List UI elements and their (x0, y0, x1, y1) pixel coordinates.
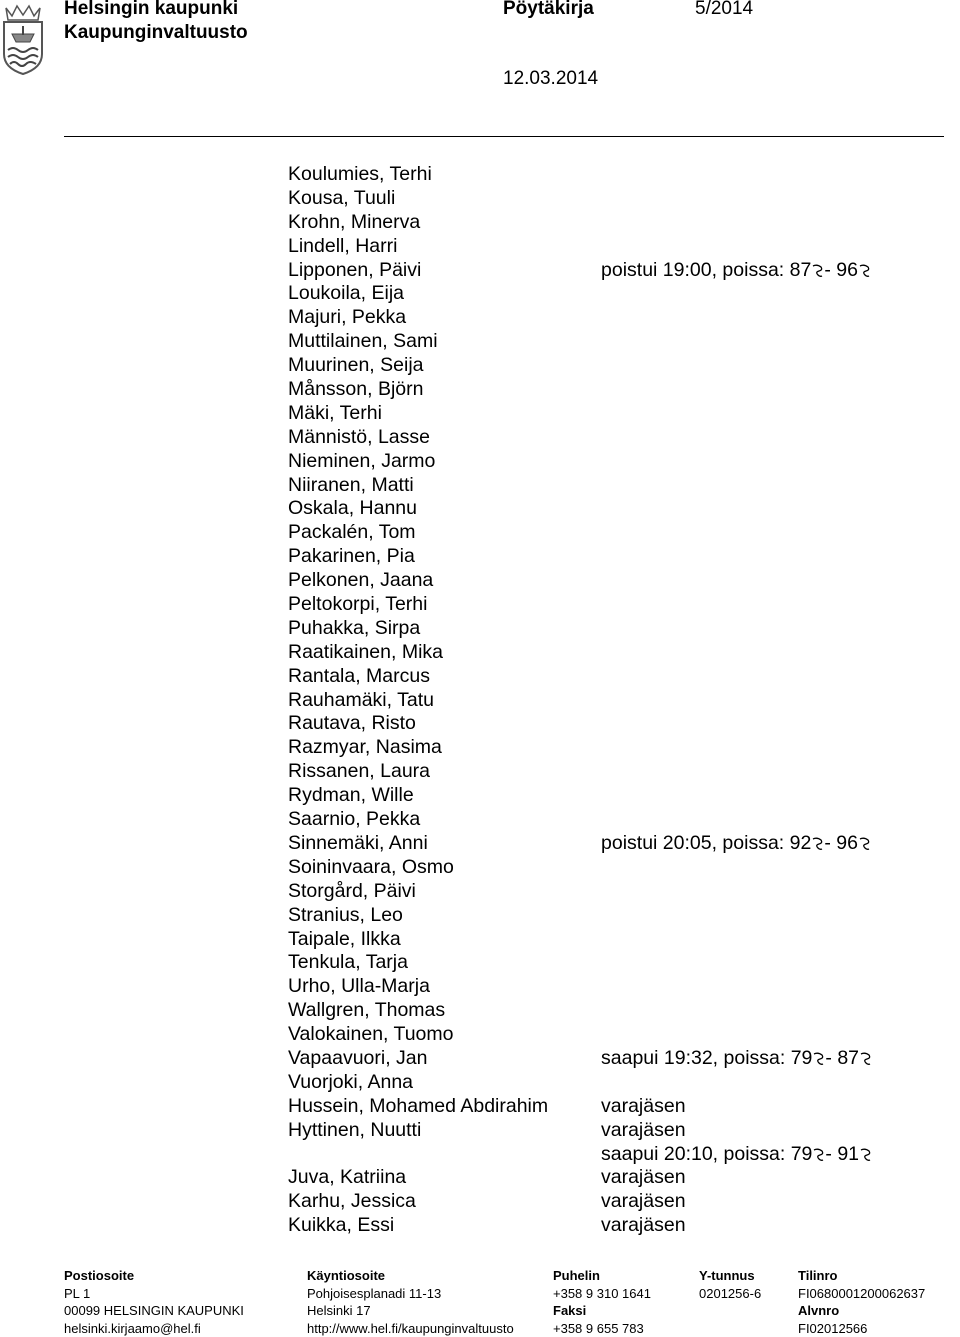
attendee-name: Storgård, Päivi (288, 880, 416, 904)
attendee-name: Rissanen, Laura (288, 760, 430, 784)
footer-heading: Postiosoite (64, 1267, 244, 1285)
attendee-name: Lipponen, Päivi (288, 259, 421, 283)
attendee-row (288, 1143, 908, 1167)
attendee-row (288, 593, 908, 617)
attendee-name: Mäki, Terhi (288, 402, 382, 426)
attendance-note: varajäsen (601, 1166, 686, 1190)
attendee-name: Puhakka, Sirpa (288, 617, 420, 641)
attendee-row (288, 569, 908, 593)
attendee-row (288, 808, 908, 832)
attendee-row (288, 928, 908, 952)
attendee-row (288, 951, 908, 975)
attendee-name: Taipale, Ilkka (288, 928, 401, 952)
field-code-mark-icon (859, 837, 870, 851)
footer-line: FI0680001200062637 (798, 1285, 925, 1303)
footer-line: Helsinki 17 (307, 1302, 514, 1320)
attendee-name: Hussein, Mohamed Abdirahim (288, 1095, 548, 1119)
attendee-row (288, 235, 908, 259)
footer-email: helsinki.kirjaamo@hel.fi (64, 1320, 244, 1337)
meeting-date: 12.03.2014 (503, 68, 598, 90)
attendance-note: varajäsen (601, 1119, 686, 1143)
attendee-row (288, 474, 908, 498)
attendee-name: Vuorjoki, Anna (288, 1071, 413, 1095)
attendee-name: Loukoila, Eija (288, 282, 404, 306)
attendee-name: Stranius, Leo (288, 904, 403, 928)
attendee-name: Kuikka, Essi (288, 1214, 394, 1238)
footer-heading: Y-tunnus (699, 1267, 761, 1285)
footer-phone (553, 1267, 651, 1337)
attendee-row (288, 880, 908, 904)
document-type: Pöytäkirja (503, 0, 594, 20)
attendee-row (288, 975, 908, 999)
attendee-list (288, 163, 908, 1238)
attendee-name: Sinnemäki, Anni (288, 832, 428, 856)
attendee-row (288, 354, 908, 378)
attendee-name: Tenkula, Tarja (288, 951, 408, 975)
attendance-note: saapui 19:32, poissa: 79 - 87 (601, 1047, 872, 1071)
attendee-row (288, 784, 908, 808)
footer-heading: Tilinro (798, 1267, 925, 1285)
field-code-mark-icon (812, 837, 823, 851)
attendee-name: Hyttinen, Nuutti (288, 1119, 421, 1143)
attendee-row (288, 282, 908, 306)
attendee-row (288, 497, 908, 521)
attendee-row (288, 689, 908, 713)
attendee-name: Krohn, Minerva (288, 211, 420, 235)
attendee-name: Rautava, Risto (288, 712, 416, 736)
attendee-name: Peltokorpi, Terhi (288, 593, 427, 617)
attendee-row (288, 187, 908, 211)
attendee-row (288, 259, 908, 283)
footer-website: http://www.hel.fi/kaupunginvaltuusto (307, 1320, 514, 1337)
attendee-row (288, 211, 908, 235)
attendee-name: Vapaavuori, Jan (288, 1047, 427, 1071)
footer-line: Pohjoisesplanadi 11-13 (307, 1285, 514, 1303)
attendance-note: varajäsen (601, 1190, 686, 1214)
field-code-mark-icon (860, 1052, 871, 1066)
field-code-mark-icon (813, 1148, 824, 1162)
attendee-row (288, 904, 908, 928)
attendee-name: Koulumies, Terhi (288, 163, 432, 187)
attendee-row (288, 426, 908, 450)
attendee-row (288, 617, 908, 641)
footer-business-id (699, 1267, 761, 1302)
attendee-name: Razmyar, Nasima (288, 736, 442, 760)
attendee-row (288, 450, 908, 474)
attendee-name: Rauhamäki, Tatu (288, 689, 434, 713)
field-code-mark-icon (812, 264, 823, 278)
governing-body-name: Kaupunginvaltuusto (64, 22, 248, 44)
organization-name: Helsingin kaupunki (64, 0, 238, 20)
attendee-name: Niiranen, Matti (288, 474, 414, 498)
footer-line: 0201256-6 (699, 1285, 761, 1303)
attendee-row (288, 306, 908, 330)
attendee-name: Månsson, Björn (288, 378, 423, 402)
attendee-row (288, 1214, 908, 1238)
attendee-name: Saarnio, Pekka (288, 808, 420, 832)
attendee-name: Muttilainen, Sami (288, 330, 438, 354)
header-divider (64, 136, 944, 137)
footer-line: 00099 HELSINGIN KAUPUNKI (64, 1302, 244, 1320)
footer-line: PL 1 (64, 1285, 244, 1303)
attendee-row (288, 521, 908, 545)
attendee-name: Nieminen, Jarmo (288, 450, 435, 474)
attendee-name: Valokainen, Tuomo (288, 1023, 454, 1047)
attendee-row (288, 163, 908, 187)
footer-line: +358 9 655 783 (553, 1320, 651, 1337)
footer-postal-address (64, 1267, 244, 1337)
attendee-row (288, 1023, 908, 1047)
attendee-row (288, 999, 908, 1023)
field-code-mark-icon (860, 1148, 871, 1162)
attendance-note: saapui 20:10, poissa: 79 - 91 (601, 1143, 872, 1167)
attendee-row (288, 641, 908, 665)
attendee-row (288, 545, 908, 569)
footer-heading: Käyntiosoite (307, 1267, 514, 1285)
attendee-row (288, 832, 908, 856)
attendance-note: poistui 20:05, poissa: 92 - 96 (601, 832, 871, 856)
attendee-name: Muurinen, Seija (288, 354, 424, 378)
attendee-name: Männistö, Lasse (288, 426, 430, 450)
footer-account (798, 1267, 925, 1337)
attendee-row (288, 330, 908, 354)
attendee-row (288, 1190, 908, 1214)
footer-line: FI02012566 (798, 1320, 925, 1337)
helsinki-coat-of-arms-logo (0, 0, 46, 76)
attendee-name: Packalén, Tom (288, 521, 416, 545)
field-code-mark-icon (859, 264, 870, 278)
document-number: 5/2014 (695, 0, 753, 20)
footer-visiting-address (307, 1267, 514, 1337)
attendee-name: Raatikainen, Mika (288, 641, 443, 665)
footer-heading: Puhelin (553, 1267, 651, 1285)
attendance-note: poistui 19:00, poissa: 87 - 96 (601, 259, 871, 283)
attendee-row (288, 760, 908, 784)
attendee-row (288, 1119, 908, 1143)
footer-line: +358 9 310 1641 (553, 1285, 651, 1303)
attendee-row (288, 1166, 908, 1190)
attendee-name: Oskala, Hannu (288, 497, 417, 521)
attendee-row (288, 712, 908, 736)
footer-heading: Alvnro (798, 1302, 925, 1320)
attendee-name: Pakarinen, Pia (288, 545, 415, 569)
attendee-name: Rantala, Marcus (288, 665, 430, 689)
attendee-row (288, 1095, 908, 1119)
attendee-name: Lindell, Harri (288, 235, 397, 259)
attendee-row (288, 1047, 908, 1071)
attendee-row (288, 1071, 908, 1095)
attendee-name: Wallgren, Thomas (288, 999, 445, 1023)
attendee-name: Karhu, Jessica (288, 1190, 416, 1214)
attendee-row (288, 736, 908, 760)
attendee-name: Juva, Katriina (288, 1166, 406, 1190)
attendee-name: Pelkonen, Jaana (288, 569, 433, 593)
attendee-name: Kousa, Tuuli (288, 187, 395, 211)
attendee-row (288, 378, 908, 402)
field-code-mark-icon (813, 1052, 824, 1066)
attendee-row (288, 402, 908, 426)
attendee-name: Urho, Ulla-Marja (288, 975, 430, 999)
attendee-name: Majuri, Pekka (288, 306, 406, 330)
footer-heading: Faksi (553, 1302, 651, 1320)
attendance-note: varajäsen (601, 1214, 686, 1238)
attendee-name: Rydman, Wille (288, 784, 414, 808)
attendee-name: Soininvaara, Osmo (288, 856, 454, 880)
attendee-row (288, 856, 908, 880)
attendance-note: varajäsen (601, 1095, 686, 1119)
attendee-row (288, 665, 908, 689)
